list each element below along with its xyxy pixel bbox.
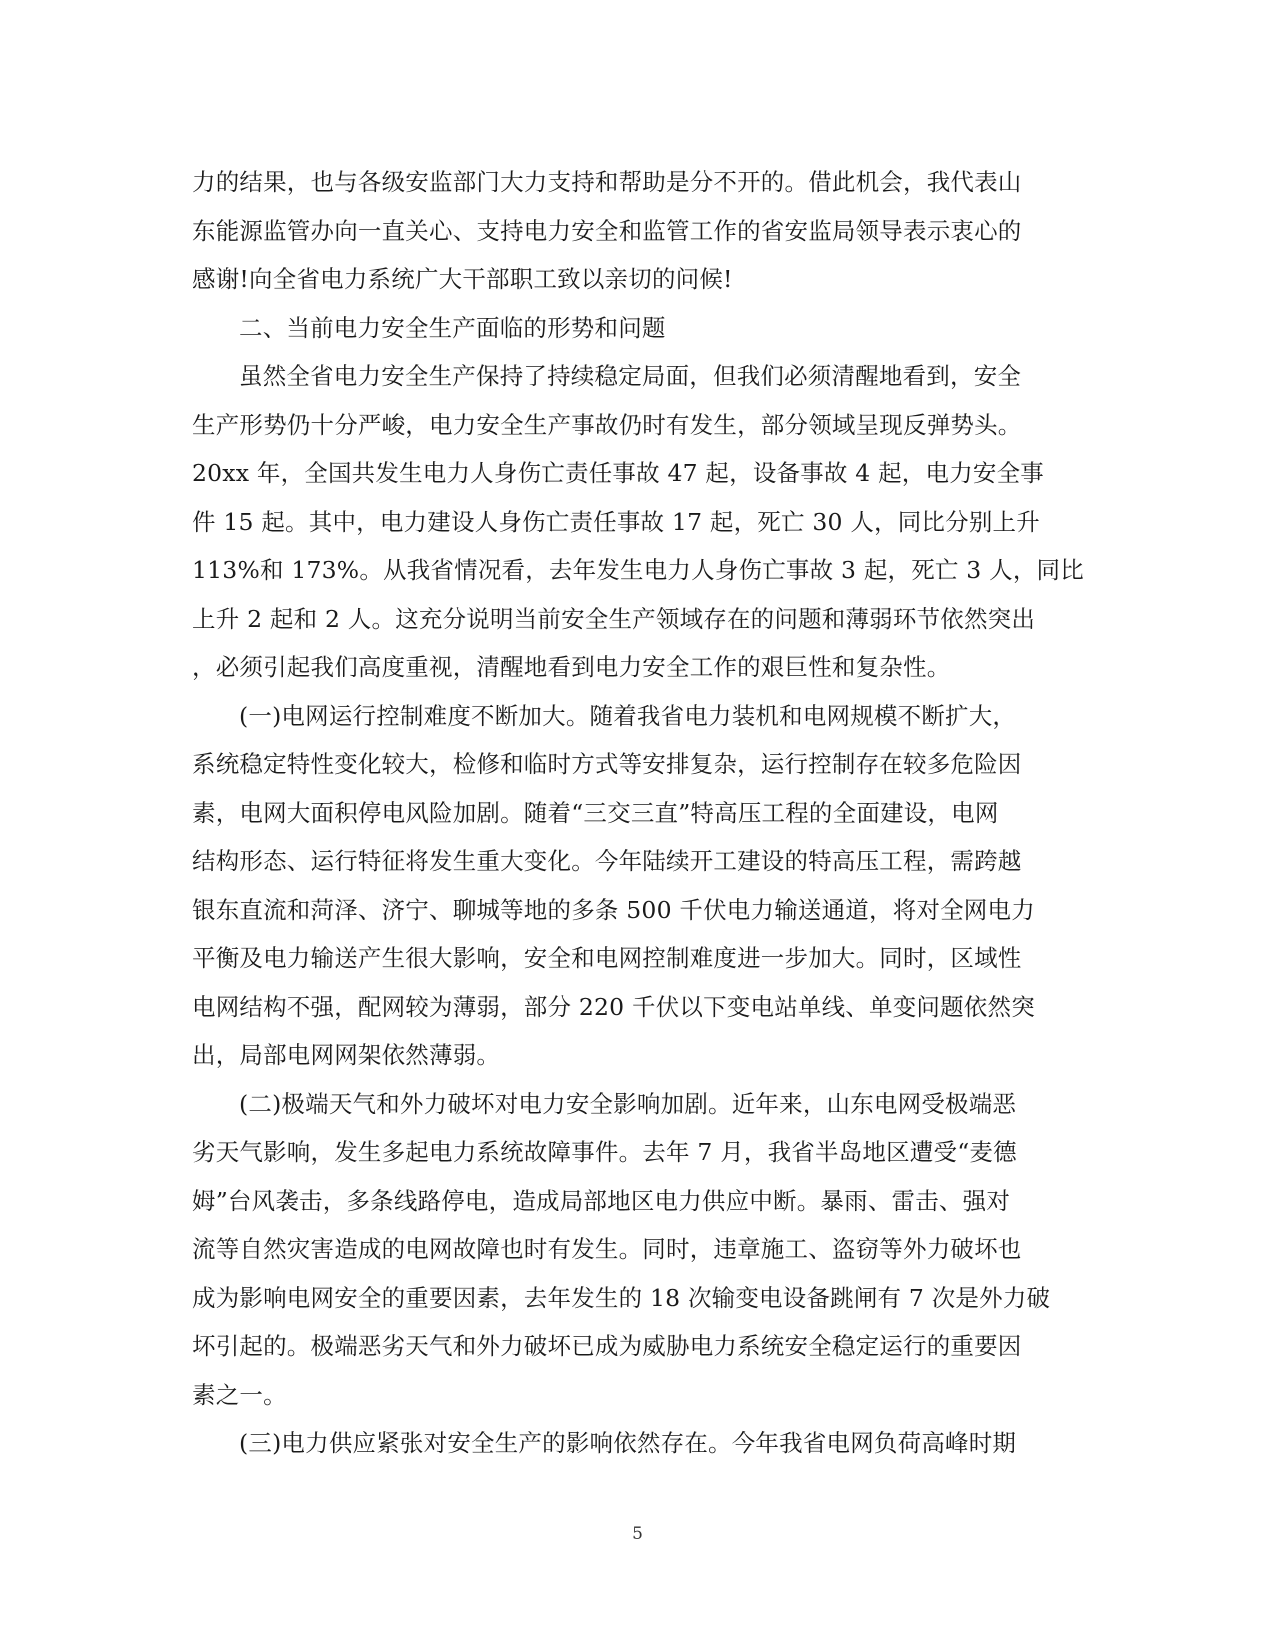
text-line: 平衡及电力输送产生很大影响，安全和电网控制难度进一步加大。同时，区域性: [192, 944, 1022, 972]
text-line: 系统稳定特性变化较大，检修和临时方式等安排复杂，运行控制存在较多危险因: [192, 750, 1022, 778]
text-line: 坏引起的。极端恶劣天气和外力破坏已成为威胁电力系统安全稳定运行的重要因: [192, 1332, 1022, 1360]
text-line: 素之一。: [192, 1380, 287, 1409]
text-line: 出，局部电网网架依然薄弱。: [192, 1041, 501, 1069]
page-number: 5: [632, 1524, 643, 1544]
text-line: ，必须引起我们高度重视，清醒地看到电力安全工作的艰巨性和复杂性。: [192, 653, 951, 681]
paragraph-start-line: (三)电力供应紧张对安全生产的影响依然存在。今年我省电网负荷高峰时期: [239, 1429, 1017, 1457]
paragraph-start-line: 虽然全省电力安全生产保持了持续稳定局面，但我们必须清醒地看到，安全: [239, 362, 1022, 390]
text-line: 素，电网大面积停电风险加剧。随着“三交三直”特高压工程的全面建设，电网: [192, 798, 999, 827]
paragraph-start-line: (二)极端天气和外力破坏对电力安全影响加剧。近年来，山东电网受极端恶: [239, 1089, 1017, 1118]
text-line: 件 15 起。其中，电力建设人身伤亡责任事故 17 起，死亡 30 人，同比分别上升: [192, 507, 1040, 536]
text-line: 力的结果，也与各级安监部门大力支持和帮助是分不开的。借此机会，我代表山: [192, 168, 1022, 196]
text-line: 流等自然灾害造成的电网故障也时有发生。同时，违章施工、盗窃等外力破坏也: [192, 1235, 1022, 1263]
text-line: 生产形势仍十分严峻，电力安全生产事故仍时有发生，部分领域呈现反弹势头。: [192, 410, 1022, 439]
text-line: 姆”台风袭击，多条线路停电，造成局部地区电力供应中断。暴雨、雷击、强对: [192, 1186, 1011, 1215]
text-line: 银东直流和菏泽、济宁、聊城等地的多条 500 千伏电力输送通道，将对全网电力: [192, 895, 1035, 924]
text-line: 电网结构不强，配网较为薄弱，部分 220 千伏以下变电站单线、单变问题依然突: [192, 992, 1035, 1021]
text-line: 上升 2 起和 2 人。这充分说明当前安全生产领域存在的问题和薄弱环节依然突出: [192, 604, 1036, 633]
text-line: 东能源监管办向一直关心、支持电力安全和监管工作的省安监局领导表示衷心的: [192, 216, 1022, 245]
text-line: 20xx 年，全国共发生电力人身伤亡责任事故 47 起，设备事故 4 起，电力安全事: [192, 459, 1045, 487]
section-heading: 二、当前电力安全生产面临的形势和问题: [239, 313, 666, 342]
text-line: 结构形态、运行特征将发生重大变化。今年陆续开工建设的特高压工程，需跨越: [192, 847, 1022, 875]
text-line: 感谢!向全省电力系统广大干部职工致以亲切的问候!: [192, 265, 733, 293]
body-text: [192, 158, 1084, 1468]
text-line: 113%和 173%。从我省情况看，去年发生电力人身伤亡事故 3 起，死亡 3 人，同比: [192, 556, 1084, 584]
text-line: 劣天气影响，发生多起电力系统故障事件。去年 7 月，我省半岛地区遭受“麦德: [192, 1138, 1017, 1166]
text-line: 成为影响电网安全的重要因素，去年发生的 18 次输变电设备跳闸有 7 次是外力破: [192, 1283, 1051, 1312]
paragraph-start-line: (一)电网运行控制难度不断加大。随着我省电力装机和电网规模不断扩大，: [239, 701, 1017, 730]
